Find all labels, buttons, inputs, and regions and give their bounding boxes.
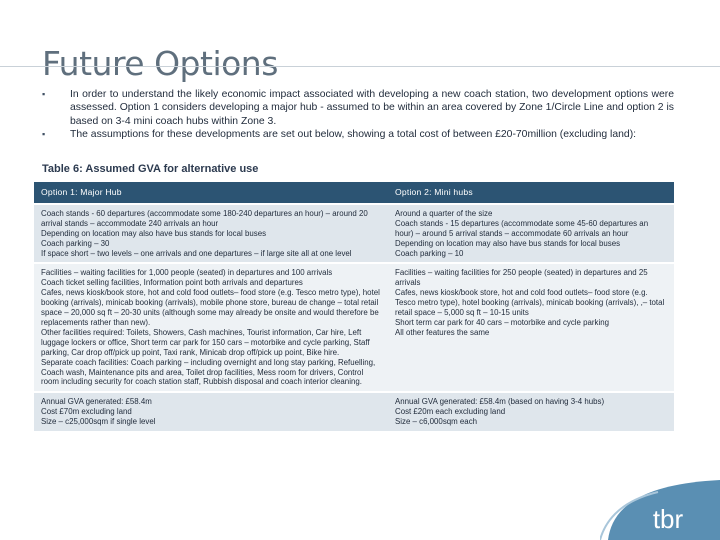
- cell-line: Coach parking – 10: [395, 248, 464, 258]
- slide-title: Future Options: [42, 44, 278, 84]
- cell-line: Facilities – waiting facilities for 1,000 people (seated) in departures and 100 arrivals: [41, 268, 333, 278]
- table-cell-option-1: [34, 204, 388, 264]
- cell-line: Size – c6,000sqm each: [395, 417, 478, 427]
- bullet-icon: ▪: [42, 89, 46, 99]
- cell-line: Annual GVA generated: £58.4m (based on having 3-4 hubs): [395, 397, 605, 407]
- cell-line: Annual GVA generated: £58.4m: [41, 397, 152, 407]
- cell-line: Around a quarter of the size: [395, 208, 493, 218]
- table-header-row: [34, 182, 674, 204]
- table-row: [34, 392, 674, 431]
- bullet-list: [42, 88, 674, 142]
- column-header-option-2: Option 2: Mini hubs: [388, 182, 674, 204]
- table-cell-option-2: [388, 392, 674, 431]
- table-cell-option-2: [388, 263, 674, 392]
- table-cell-option-1: [34, 392, 388, 431]
- table-cell-option-2: [388, 204, 674, 264]
- cell-line: Cost £20m each excluding land: [395, 407, 506, 417]
- bullet-text: In order to understand the likely economic impact associated with developing a new coach station, two development options were assessed. Option 1 considers developing a major hub - assumed to be within an area covered by Zone 1/Circle Line and option 2 is based on 3-4 mini coach hubs within Zone 3.: [70, 89, 674, 127]
- table-row: [34, 204, 674, 264]
- cell-line: All other features the same: [395, 327, 490, 337]
- cell-line: Other facilities required: Toilets, Showers, Cash machines, Tourist information, Car hire, Left luggage lockers or office, Short term car park for 150 cars – motorbike and cycle parking, Staff parking, Car drop off/pick up point, Taxi rank, Minicab drop off/pick up point, Bike hire.: [41, 327, 370, 357]
- title-divider: [0, 66, 720, 67]
- bullet-item: [42, 128, 674, 141]
- cell-line: Coach stands - 15 departures (accommodate some 45-60 departures an hour) – around 5 arrival stands – accommodate 60 arrivals an hour: [395, 218, 649, 238]
- cell-line: Depending on location may also have bus stands for local buses: [41, 228, 267, 238]
- cell-line: Coach ticket selling facilities, Information point both arrivals and departures: [41, 278, 303, 288]
- cell-line: Coach parking – 30: [41, 238, 110, 248]
- cell-line: Separate coach facilities: Coach parking – including overnight and long stay parking, Refuelling, Coach wash, Maintenance pits and area, Toilet drop facilities, Mess room for drivers, Control room including security for coach station staff, Rubbish disposal and coach interior cleaning.: [41, 357, 376, 387]
- cell-line: If space short – two levels – one arrivals and one departures – if large site all at one level: [41, 248, 352, 258]
- logo-text: tbr: [652, 504, 684, 534]
- cell-line: Cafes, news kiosk/book store, hot and cold food outlets– food store (e.g. Tesco metro type), hotel booking (arrivals), minicab booking (arrivals), mobile phone store, bureau de change – total retail space – 20,000 sq ft – 20-30 units (although some may already be onsite and would therefore be replacements rather than new).: [41, 288, 380, 327]
- cell-line: Facilities – waiting facilities for 250 people (seated) in departures and 25 arrivals: [395, 268, 648, 288]
- cell-line: Depending on location may also have bus stands for local buses: [395, 238, 621, 248]
- bullet-icon: ▪: [42, 129, 46, 140]
- table-row: [34, 263, 674, 392]
- bullet-item: [42, 88, 674, 128]
- table-cell-option-1: [34, 263, 388, 392]
- column-header-option-1: Option 1: Major Hub: [34, 182, 388, 204]
- cell-line: Size – c25,000sqm if single level: [41, 417, 156, 427]
- bullet-text: The assumptions for these developments are set out below, showing a total cost of between £20-70million (excluding land):: [70, 129, 637, 141]
- tbr-logo: [600, 478, 720, 540]
- cell-line: Short term car park for 40 cars – motorbike and cycle parking: [395, 317, 610, 327]
- cell-line: Coach stands - 60 departures (accommodate some 180-240 departures an hour) – around 20 arrival stands – accommodate 240 arrivals an hour: [41, 208, 368, 228]
- table-caption: Table 6: Assumed GVA for alternative use: [42, 163, 259, 175]
- cell-line: Cost £70m excluding land: [41, 407, 132, 417]
- options-table: [34, 182, 674, 431]
- cell-line: Cafes, news kiosk/book store, hot and cold food outlets– food store (e.g. Tesco metro type), hotel booking (arrivals), minicab booking (arrivals), ,– total retail space – 5,000 sq ft – 10-15 units: [395, 288, 665, 318]
